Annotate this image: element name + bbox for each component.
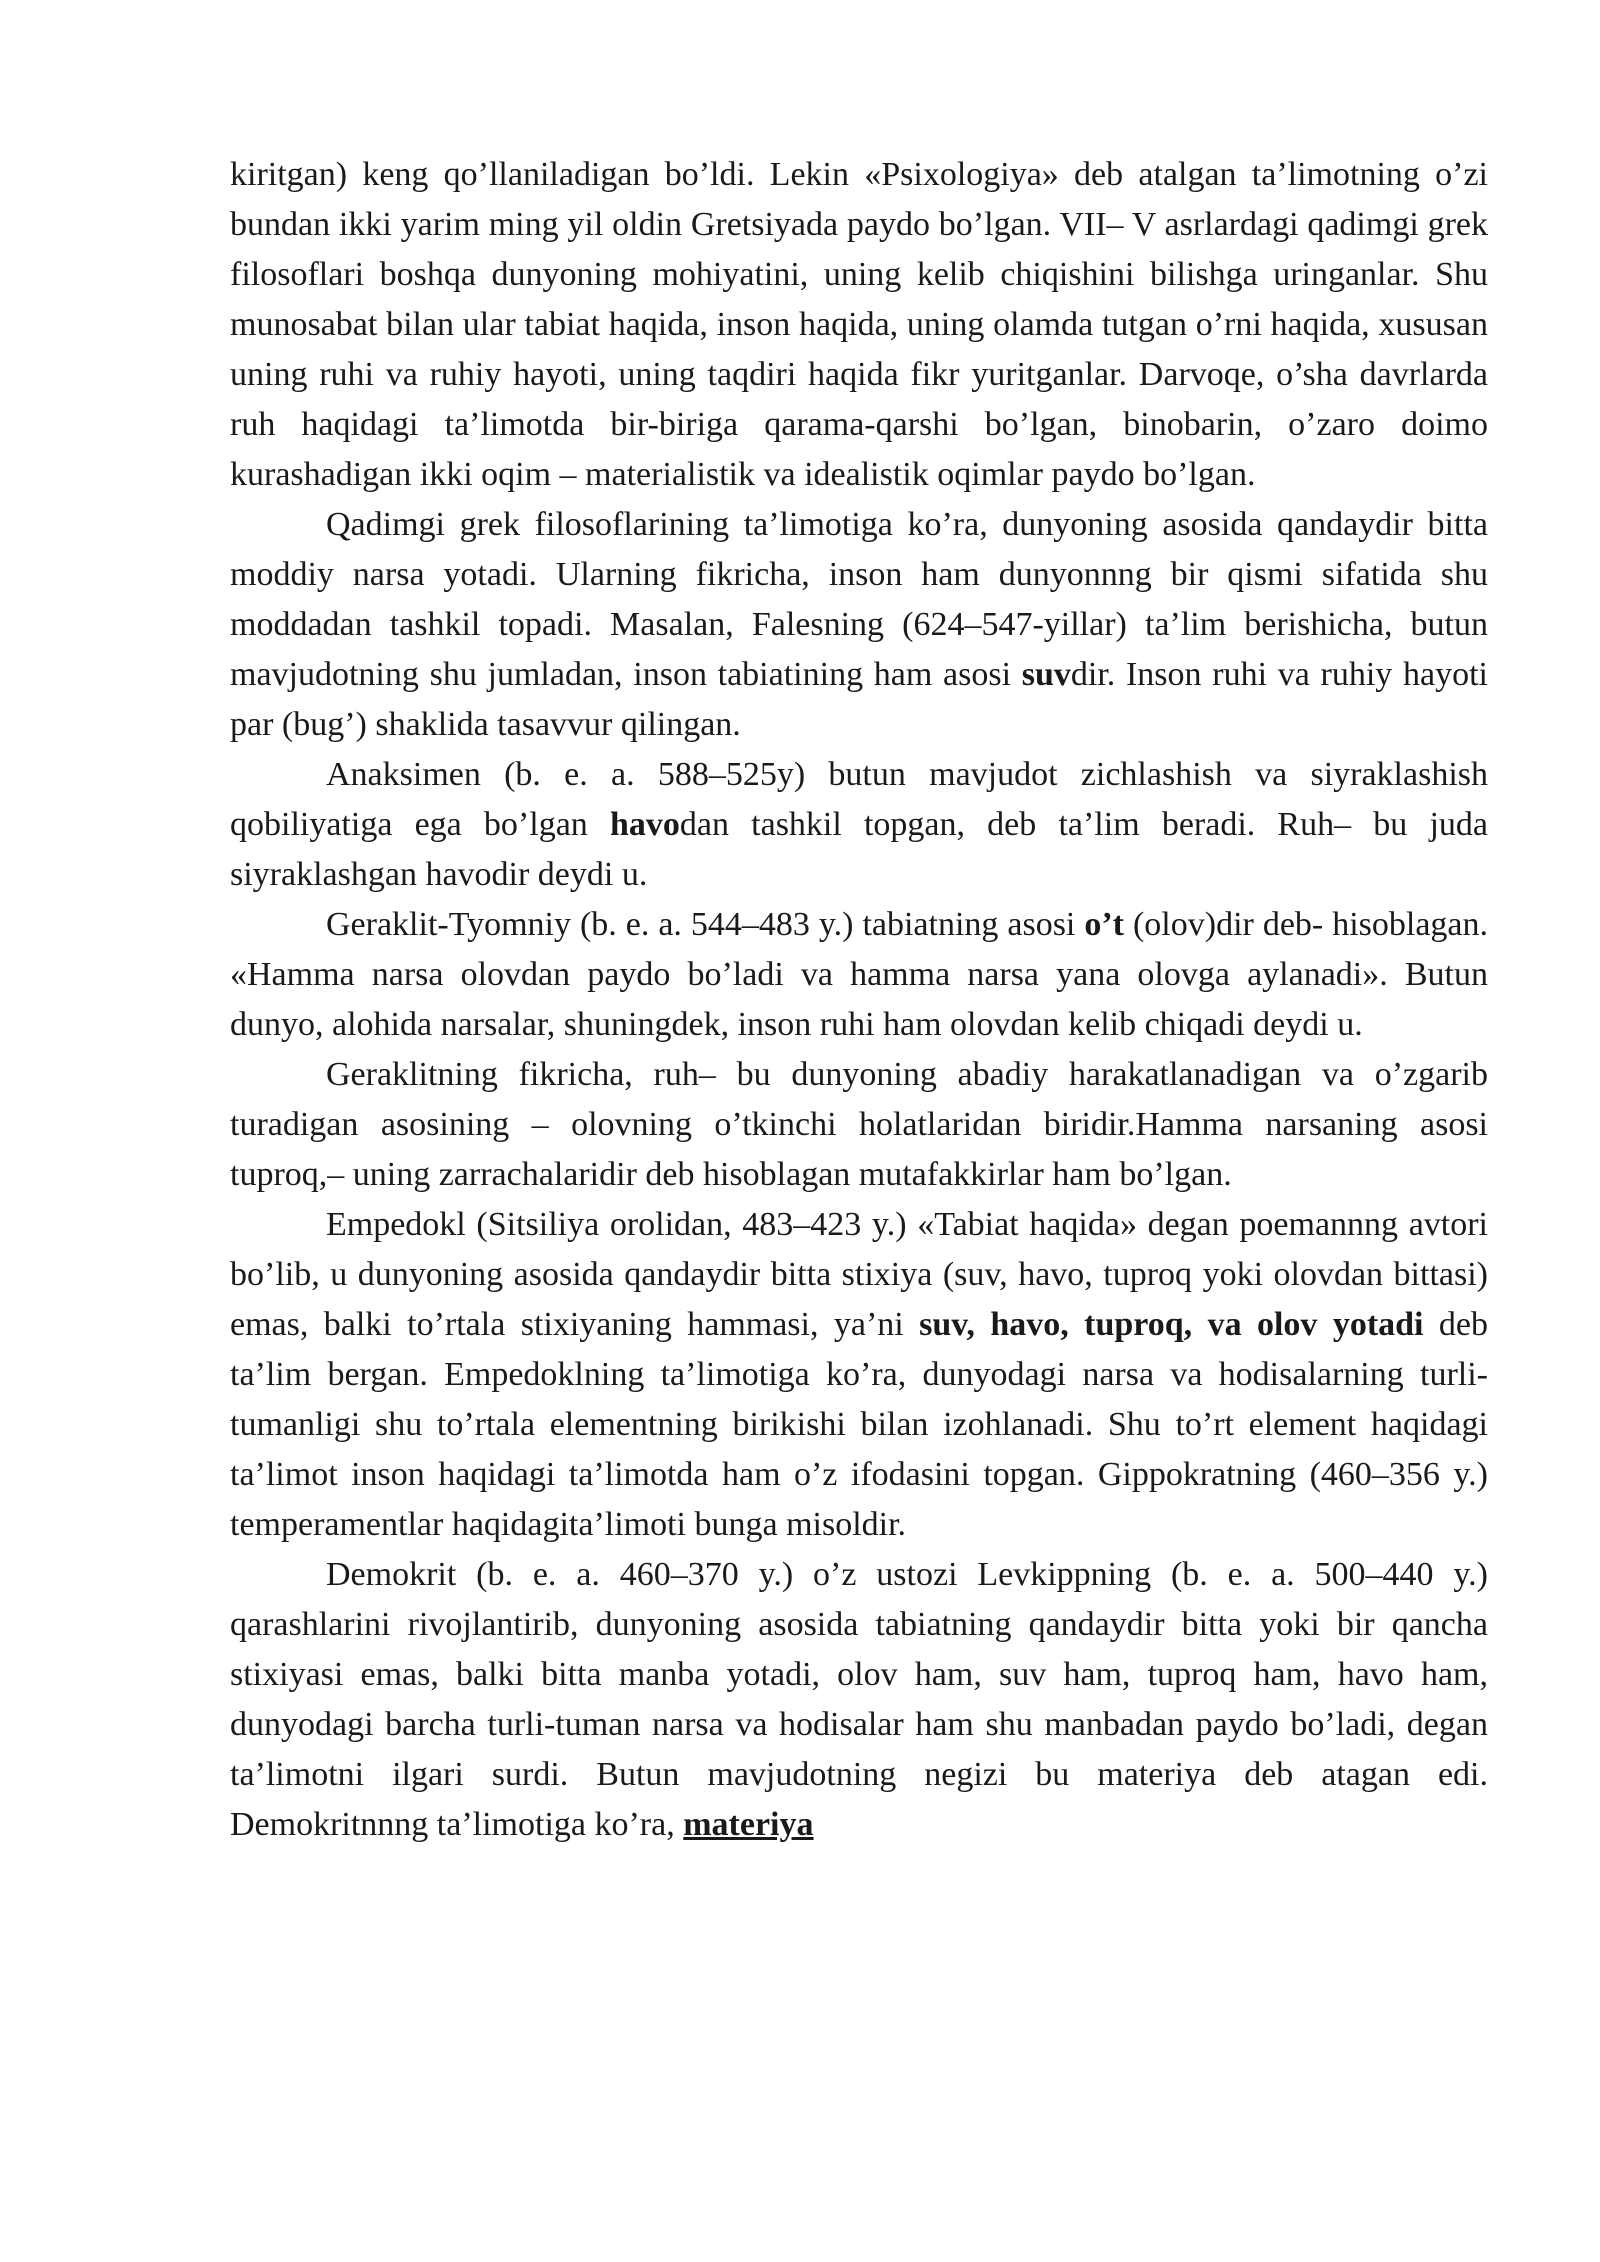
text-run: Anaksimen (b. e. a. 588–525y) butun mavjudot zichlashish va siyraklashish qobiliyatiga ega bo’lgan [230,756,1488,843]
text-run: Demokrit (b. e. a. 460–370 y.) o’z ustozi Levkippning (b. e. a. 500–440 y.) qarashlarini rivojlantirib, dunyoning asosida tabiatning qandaydir bitta yoki bir qancha stixiyasi emas, balki bitta manba yotadi, olov ham, suv ham, tuproq ham, havo ham, dunyodagi barcha turli-tuman narsa va hodisalar ham shu manbadan paydo bo’ladi, degan ta’limotni ilgari surdi. Butun mavjudotning negizi bu materiya deb atagan edi. Demokritnnng ta’limotiga ko’ra, [230,1556,1488,1843]
paragraph-6 [230,1200,1488,1550]
text-run: deb ta’lim bergan. Empedoklning ta’limotiga ko’ra, dunyodagi narsa va hodisalarning turli-tumanligi shu to’rtala elementning birikishi bilan izohlanadi. Shu to’rt element haqidagi ta’limot inson haqidagi ta’limotda ham o’z ifodasini topgan. Gippokratning (460–356 y.) temperamentlar haqidagita’limoti bunga misoldir. [230,1306,1488,1543]
paragraph-7 [230,1550,1488,1850]
text-run: Geraklit-Tyomniy (b. e. a. 544–483 y.) tabiatning asosi [326,906,1085,943]
text-run: Empedokl (Sitsiliya orolidan, 483–423 y.) «Tabiat haqida» degan poemannng avtori bo’lib, u dunyoning asosida qandaydir bitta stixiya (suv, havo, tuproq yoki olovdan bittasi) emas, balki to’rtala stixiyaning hammasi, ya’ni [230,1206,1488,1343]
paragraph-4 [230,900,1488,1050]
text-run: Geraklitning fikricha, ruh– bu dunyoning abadiy harakatlanadigan va o’zgarib turadigan asosining – olovning o’tkinchi holatlaridan biridir.Hamma narsaning asosi tuproq,– uning zarrachalaridir deb hisoblagan mutafakkirlar ham bo’lgan. [230,1056,1488,1193]
bold-term-elements: suv, havo, tuproq, va olov yotadi [919,1306,1424,1343]
bold-term-havo: havo [609,806,680,843]
text-run: kiritgan) keng qo’llaniladigan bo’ldi. Lekin «Psixologiya» deb atalgan ta’limotning o’zi bundan ikki yarim ming yil oldin Gretsiyada paydo bo’lgan. VII– V asrlardagi qadimgi grek filosoflari boshqa dunyoning mohiyatini, uning kelib chiqishini bilishga uringanlar. Shu munosabat bilan ular tabiat haqida, inson haqida, uning olamda tutgan o’rni haqida, xususan uning ruhi va ruhiy hayoti, uning taqdiri haqida fikr yuritganlar. Darvoqe, o’sha davrlarda ruh haqidagi ta’limotda bir-biriga qarama-qarshi bo’lgan, binobarin, o’zaro doimo kurashadigan ikki oqim – materialistik va idealistik oqimlar paydo bo’lgan. [230,156,1488,493]
paragraph-2 [230,500,1488,750]
text-run: Qadimgi grek filosoflarining ta’limotiga ko’ra, dunyoning asosida qandaydir bitta moddiy narsa yotadi. Ularning fikricha, inson ham dunyonnng bir qismi sifatida shu moddadan tashkil topadi. Masalan, Falesning (624–547-yillar) ta’lim berishicha, butun mavjudotning shu jumladan, inson tabiatining ham asosi [230,506,1488,693]
paragraph-5 [230,1050,1488,1200]
bold-underlined-term-materiya: materiya [683,1806,814,1843]
bold-term-suv: suv [1021,656,1071,693]
bold-term-ot: o’t [1084,906,1125,943]
paragraph-1 [230,150,1488,500]
paragraph-3 [230,750,1488,900]
text-run: dan tashkil topgan, deb ta’lim beradi. Ruh– bu juda siyraklashgan havodir deydi u. [230,806,1488,893]
text-run: dir. Inson ruhi va ruhiy hayoti par (bug’) shaklida tasavvur qilingan. [230,656,1488,743]
text-run: (olov)dir deb- hisoblagan. «Hamma narsa olovdan paydo bo’ladi va hamma narsa yana olovga aylanadi». Butun dunyo, alohida narsalar, shuningdek, inson ruhi ham olovdan kelib chiqadi deydi u. [230,906,1489,1043]
document-page [230,150,1488,1850]
